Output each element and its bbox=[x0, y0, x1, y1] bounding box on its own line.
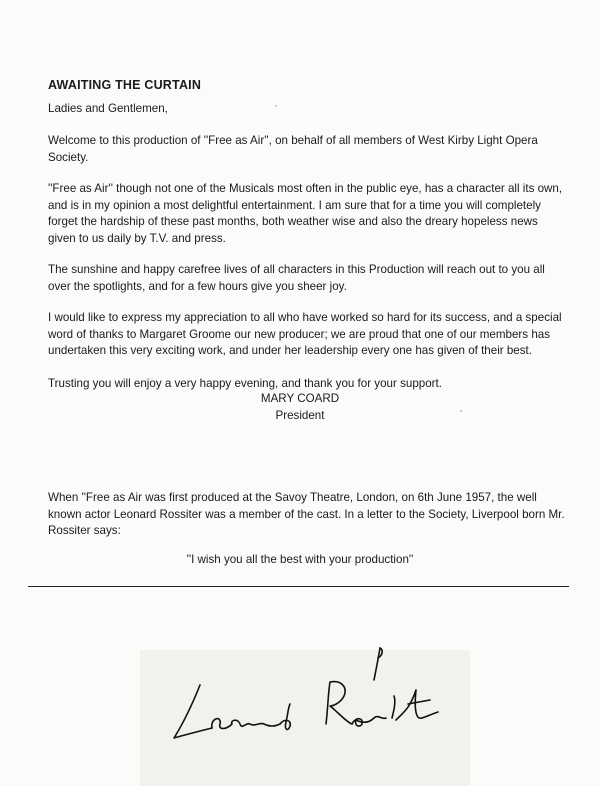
signatory-name: MARY COARD bbox=[260, 392, 340, 405]
paragraph-history-note: When ''Free as Air was first produced at the Savoy Theatre, London, on 6th June 1957, the well known actor Leonard Rossiter was a member of the cast. In a letter to the Society, Liverpool born Mr. Rossiter says: bbox=[48, 491, 565, 537]
paper-speck bbox=[460, 410, 462, 412]
paragraph-sunshine: The sunshine and happy carefree lives of all characters in this Production will reach out to you all over the spotlights, and for a few hours give you sheer joy. bbox=[48, 263, 545, 293]
paper-speck bbox=[275, 105, 277, 107]
handwritten-signature bbox=[160, 630, 460, 760]
rossiter-quote: ''I wish you all the best with your production'' bbox=[186, 553, 414, 566]
paragraph-welcome: Welcome to this production of ''Free as Air'', on behalf of all members of West Kirby Light Opera Society. bbox=[48, 134, 538, 164]
page-title: AWAITING THE CURTAIN bbox=[48, 78, 202, 92]
paragraph-closing: Trusting you will enjoy a very happy evening, and thank you for your support. bbox=[48, 377, 442, 390]
signatory-title: President bbox=[275, 409, 325, 422]
divider-line bbox=[28, 586, 569, 587]
paragraph-appreciation: I would like to express my appreciation to all who have worked so hard for its success, and a special word of thanks to Margaret Groome our new producer; we are proud that one of our members has undertaken this very exciting work, and under her leadership every one has given of their best. bbox=[48, 311, 562, 357]
salutation: Ladies and Gentlemen, bbox=[48, 102, 168, 115]
paragraph-musical: ''Free as Air'' though not one of the Musicals most often in the public eye, has a character all its own, and is in my opinion a most delightful entertainment. I am sure that for a time you will completely forget the hardship of these past months, both weather wise and also the dreary hopeless news given to us daily by T.V. and press. bbox=[48, 182, 563, 245]
